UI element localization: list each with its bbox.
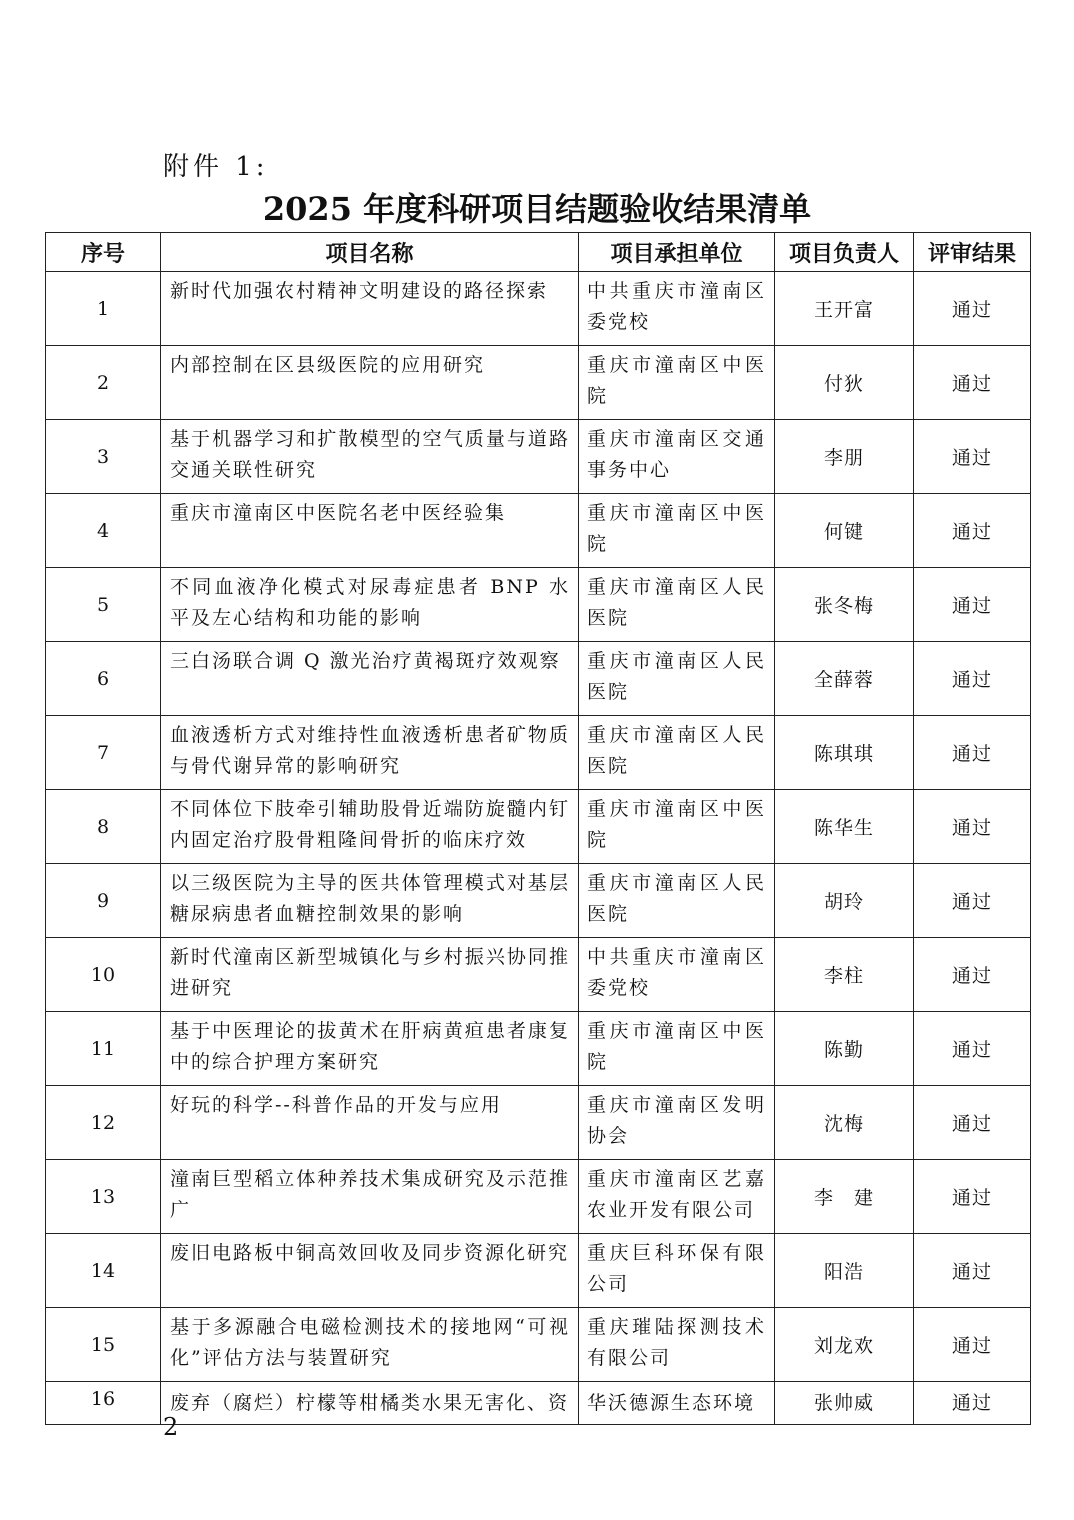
review-result: 通过 — [914, 272, 1031, 346]
table-row — [46, 1086, 1031, 1160]
row-index: 7 — [46, 716, 161, 790]
project-leader: 张冬梅 — [775, 568, 914, 642]
project-name: 潼南巨型稻立体种养技术集成研究及示范推广 — [161, 1160, 579, 1234]
project-leader: 何键 — [775, 494, 914, 568]
undertaking-unit: 重庆巨科环保有限公司 — [579, 1234, 775, 1308]
project-name: 三白汤联合调 Q 激光治疗黄褐斑疗效观察 — [161, 642, 579, 716]
row-index: 15 — [46, 1308, 161, 1382]
review-result: 通过 — [914, 494, 1031, 568]
review-result: 通过 — [914, 1160, 1031, 1234]
project-name: 新时代加强农村精神文明建设的路径探索 — [161, 272, 579, 346]
undertaking-unit: 重庆市潼南区交通事务中心 — [579, 420, 775, 494]
table-row — [46, 1308, 1031, 1382]
project-name: 重庆市潼南区中医院名老中医经验集 — [161, 494, 579, 568]
table-body — [46, 272, 1031, 1425]
results-table — [45, 232, 1031, 1425]
project-name: 好玩的科学--科普作品的开发与应用 — [161, 1086, 579, 1160]
attachment-label: 附件 1: — [163, 152, 269, 182]
project-leader: 全薛蓉 — [775, 642, 914, 716]
review-result: 通过 — [914, 1086, 1031, 1160]
row-index: 16 — [46, 1382, 161, 1425]
review-result: 通过 — [914, 420, 1031, 494]
row-index: 2 — [46, 346, 161, 420]
page-number: 2 — [163, 1413, 179, 1441]
project-name: 血液透析方式对维持性血液透析患者矿物质与骨代谢异常的影响研究 — [161, 716, 579, 790]
row-index: 5 — [46, 568, 161, 642]
project-leader: 刘龙欢 — [775, 1308, 914, 1382]
undertaking-unit: 重庆市潼南区发明协会 — [579, 1086, 775, 1160]
table-row — [46, 864, 1031, 938]
project-leader: 付狄 — [775, 346, 914, 420]
undertaking-unit: 华沃德源生态环境 — [579, 1382, 775, 1425]
review-result: 通过 — [914, 346, 1031, 420]
undertaking-unit: 中共重庆市潼南区委党校 — [579, 272, 775, 346]
review-result: 通过 — [914, 1382, 1031, 1425]
project-leader: 阳浩 — [775, 1234, 914, 1308]
undertaking-unit: 重庆璀陆探测技术有限公司 — [579, 1308, 775, 1382]
row-index: 14 — [46, 1234, 161, 1308]
table-row — [46, 346, 1031, 420]
review-result: 通过 — [914, 864, 1031, 938]
undertaking-unit: 重庆市潼南区人民医院 — [579, 568, 775, 642]
review-result: 通过 — [914, 1234, 1031, 1308]
undertaking-unit: 重庆市潼南区中医院 — [579, 790, 775, 864]
project-leader: 李 建 — [775, 1160, 914, 1234]
table-row — [46, 568, 1031, 642]
table-row — [46, 494, 1031, 568]
project-name: 基于多源融合电磁检测技术的接地网“可视化”评估方法与装置研究 — [161, 1308, 579, 1382]
header-result: 评审结果 — [914, 233, 1031, 272]
project-name: 废旧电路板中铜高效回收及同步资源化研究 — [161, 1234, 579, 1308]
header-leader: 项目负责人 — [775, 233, 914, 272]
row-index: 12 — [46, 1086, 161, 1160]
project-name: 内部控制在区县级医院的应用研究 — [161, 346, 579, 420]
project-leader: 李柱 — [775, 938, 914, 1012]
project-leader: 张帅威 — [775, 1382, 914, 1425]
review-result: 通过 — [914, 642, 1031, 716]
table-row — [46, 790, 1031, 864]
table-row — [46, 716, 1031, 790]
project-leader: 王开富 — [775, 272, 914, 346]
review-result: 通过 — [914, 716, 1031, 790]
header-index: 序号 — [46, 233, 161, 272]
row-index: 9 — [46, 864, 161, 938]
project-name: 新时代潼南区新型城镇化与乡村振兴协同推进研究 — [161, 938, 579, 1012]
project-leader: 胡玲 — [775, 864, 914, 938]
project-leader: 沈梅 — [775, 1086, 914, 1160]
project-name: 不同体位下肢牵引辅助股骨近端防旋髓内钉内固定治疗股骨粗隆间骨折的临床疗效 — [161, 790, 579, 864]
row-index: 13 — [46, 1160, 161, 1234]
review-result: 通过 — [914, 938, 1031, 1012]
undertaking-unit: 中共重庆市潼南区委党校 — [579, 938, 775, 1012]
review-result: 通过 — [914, 1308, 1031, 1382]
undertaking-unit: 重庆市潼南区中医院 — [579, 346, 775, 420]
row-index: 6 — [46, 642, 161, 716]
undertaking-unit: 重庆市潼南区人民医院 — [579, 716, 775, 790]
project-name: 以三级医院为主导的医共体管理模式对基层糖尿病患者血糖控制效果的影响 — [161, 864, 579, 938]
project-name: 基于机器学习和扩散模型的空气质量与道路交通关联性研究 — [161, 420, 579, 494]
table-row — [46, 1012, 1031, 1086]
project-name: 不同血液净化模式对尿毒症患者 BNP 水平及左心结构和功能的影响 — [161, 568, 579, 642]
project-leader: 李朋 — [775, 420, 914, 494]
header-project-name: 项目名称 — [161, 233, 579, 272]
table-row — [46, 938, 1031, 1012]
review-result: 通过 — [914, 568, 1031, 642]
undertaking-unit: 重庆市潼南区艺嘉农业开发有限公司 — [579, 1160, 775, 1234]
undertaking-unit: 重庆市潼南区中医院 — [579, 494, 775, 568]
table-row — [46, 420, 1031, 494]
row-index: 4 — [46, 494, 161, 568]
row-index: 1 — [46, 272, 161, 346]
project-leader: 陈勤 — [775, 1012, 914, 1086]
undertaking-unit: 重庆市潼南区人民医院 — [579, 642, 775, 716]
project-leader: 陈琪琪 — [775, 716, 914, 790]
row-index: 10 — [46, 938, 161, 1012]
header-unit: 项目承担单位 — [579, 233, 775, 272]
project-name: 基于中医理论的拔黄术在肝病黄疸患者康复中的综合护理方案研究 — [161, 1012, 579, 1086]
table-header-row — [46, 233, 1031, 272]
review-result: 通过 — [914, 1012, 1031, 1086]
table-row — [46, 1160, 1031, 1234]
undertaking-unit: 重庆市潼南区人民医院 — [579, 864, 775, 938]
table-row — [46, 1382, 1031, 1425]
table-row — [46, 1234, 1031, 1308]
row-index: 11 — [46, 1012, 161, 1086]
review-result: 通过 — [914, 790, 1031, 864]
table-row — [46, 272, 1031, 346]
table-row — [46, 642, 1031, 716]
project-leader: 陈华生 — [775, 790, 914, 864]
undertaking-unit: 重庆市潼南区中医院 — [579, 1012, 775, 1086]
row-index: 8 — [46, 790, 161, 864]
document-title: 2025 年度科研项目结题验收结果清单 — [262, 190, 812, 228]
row-index: 3 — [46, 420, 161, 494]
project-name: 废弃（腐烂）柠檬等柑橘类水果无害化、资 — [161, 1382, 579, 1425]
